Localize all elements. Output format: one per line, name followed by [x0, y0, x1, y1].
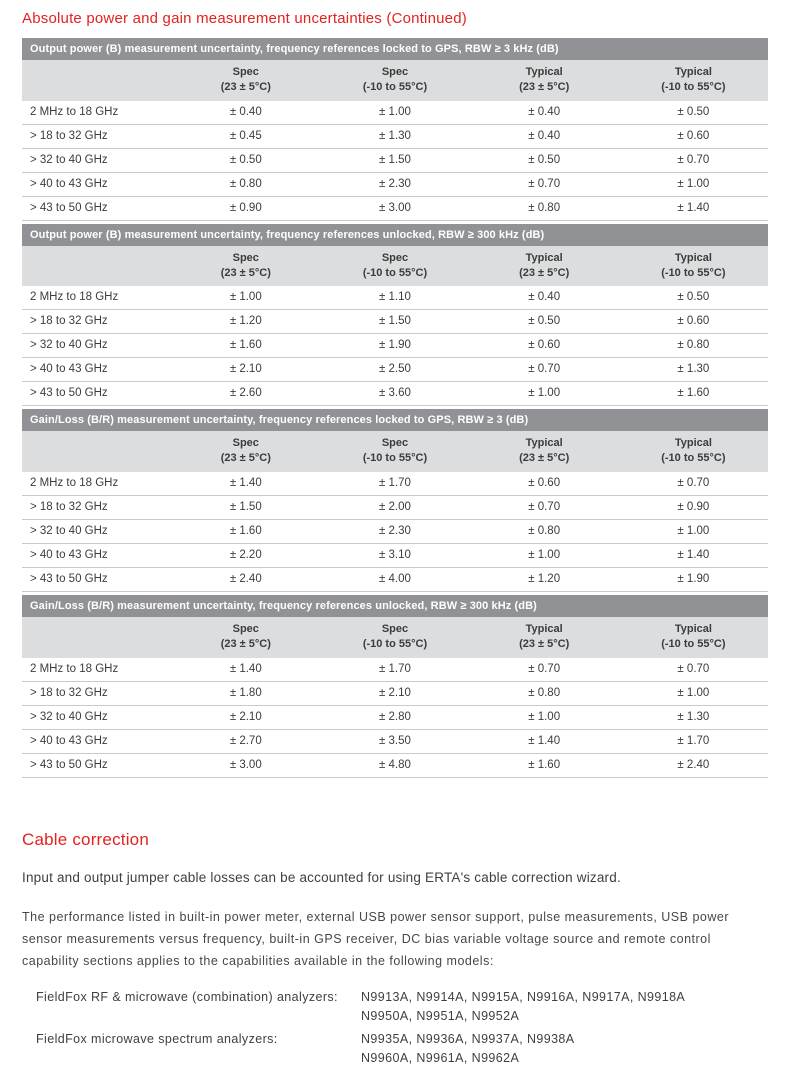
column-header-line2: (23 ± 5°C): [519, 452, 570, 465]
uncertainty-value-cell: ± 2.00: [320, 496, 469, 520]
table-title-bar: Gain/Loss (B/R) measurement uncertainty, frequency references locked to GPS, RBW ≥ 3 (dB): [22, 409, 768, 431]
uncertainty-value-cell: ± 2.60: [171, 382, 320, 406]
uncertainty-table: [22, 617, 768, 778]
table-row: [22, 496, 768, 520]
column-header-line1: Typical: [525, 437, 563, 450]
uncertainty-value-cell: ± 2.80: [320, 705, 469, 729]
column-header-line1: Typical: [525, 66, 563, 78]
frequency-range-cell: > 18 to 32 GHz: [22, 496, 171, 520]
uncertainty-value-cell: ± 0.90: [619, 496, 768, 520]
column-header-row: [22, 431, 768, 472]
page-title: Absolute power and gain measurement uncertainties (Continued): [22, 10, 467, 27]
table-title-bar: Output power (B) measurement uncertainty, frequency references locked to GPS, RBW ≥ 3 kHz (dB): [22, 38, 768, 60]
frequency-range-cell: 2 MHz to 18 GHz: [22, 286, 171, 310]
column-header-line1: Spec: [232, 623, 259, 636]
table-row: [22, 729, 768, 753]
uncertainty-table: [22, 60, 768, 221]
column-header-row: [22, 617, 768, 658]
column-header-line2: (-10 to 55°C): [362, 452, 428, 465]
uncertainty-value-cell: ± 2.30: [320, 520, 469, 544]
table-title-bar: Output power (B) measurement uncertainty, frequency references unlocked, RBW ≥ 300 kHz (dB): [22, 224, 768, 246]
uncertainty-value-cell: ± 3.10: [320, 544, 469, 568]
table-body: [22, 286, 768, 406]
uncertainty-value-cell: ± 0.70: [470, 658, 619, 682]
uncertainty-value-cell: ± 4.00: [320, 568, 469, 592]
uncertainty-value-cell: ± 1.50: [320, 148, 469, 172]
corner-cell: [22, 431, 171, 472]
uncertainty-value-cell: ± 1.20: [171, 310, 320, 334]
uncertainty-value-cell: ± 1.60: [470, 753, 619, 777]
column-header: [320, 617, 469, 658]
table-row: [22, 310, 768, 334]
column-header: [470, 617, 619, 658]
column-header: [619, 431, 768, 472]
uncertainty-value-cell: ± 3.60: [320, 382, 469, 406]
uncertainty-value-cell: ± 0.90: [171, 196, 320, 220]
frequency-range-cell: > 43 to 50 GHz: [22, 568, 171, 592]
uncertainty-value-cell: ± 1.00: [470, 382, 619, 406]
cable-correction-intro: Input and output jumper cable losses can be accounted for using ERTA's cable correction wizard.: [22, 869, 621, 885]
column-header: [171, 246, 320, 287]
uncertainty-value-cell: ± 0.80: [171, 172, 320, 196]
table-row: [22, 753, 768, 777]
column-header: [619, 60, 768, 101]
column-header-line1: Typical: [674, 251, 712, 264]
table-row: [22, 705, 768, 729]
uncertainty-value-cell: ± 1.40: [619, 544, 768, 568]
column-header-line2: (23 ± 5°C): [220, 637, 271, 650]
corner-cell: [22, 617, 171, 658]
cable-correction-section: [22, 830, 768, 1067]
uncertainty-value-cell: ± 1.00: [470, 705, 619, 729]
uncertainty-value-cell: ± 1.70: [320, 658, 469, 682]
uncertainty-value-cell: ± 0.50: [619, 286, 768, 310]
uncertainty-value-cell: ± 2.40: [171, 568, 320, 592]
table-head: [22, 617, 768, 658]
uncertainty-value-cell: ± 2.10: [320, 681, 469, 705]
uncertainty-value-cell: ± 1.00: [470, 544, 619, 568]
column-header: [470, 246, 619, 287]
corner-cell: [22, 60, 171, 101]
uncertainty-value-cell: ± 3.00: [171, 753, 320, 777]
uncertainty-value-cell: ± 2.10: [171, 358, 320, 382]
table-body: [22, 101, 768, 221]
uncertainty-value-cell: ± 0.50: [470, 148, 619, 172]
frequency-range-cell: 2 MHz to 18 GHz: [22, 472, 171, 496]
column-header-line2: (-10 to 55°C): [362, 266, 428, 279]
column-header-line1: Typical: [674, 623, 712, 636]
uncertainty-value-cell: ± 1.90: [619, 568, 768, 592]
column-header-line2: (-10 to 55°C): [362, 80, 428, 93]
column-header-line1: Typical: [525, 251, 563, 264]
measurement-table-block: [22, 38, 768, 221]
frequency-range-cell: > 43 to 50 GHz: [22, 753, 171, 777]
frequency-range-cell: 2 MHz to 18 GHz: [22, 101, 171, 125]
column-header-row: [22, 60, 768, 101]
uncertainty-value-cell: ± 1.60: [171, 334, 320, 358]
column-header-line1: Typical: [525, 623, 563, 636]
uncertainty-value-cell: ± 1.00: [619, 172, 768, 196]
uncertainty-value-cell: ± 1.30: [619, 358, 768, 382]
measurement-table-block: [22, 409, 768, 592]
table-head: [22, 431, 768, 472]
uncertainty-table: [22, 431, 768, 592]
table-body: [22, 472, 768, 592]
uncertainty-value-cell: ± 1.60: [619, 382, 768, 406]
uncertainty-value-cell: ± 0.80: [619, 334, 768, 358]
uncertainty-value-cell: ± 1.40: [470, 729, 619, 753]
column-header-line2: (-10 to 55°C): [661, 637, 726, 650]
uncertainty-tables: [22, 38, 768, 778]
uncertainty-value-cell: ± 2.70: [171, 729, 320, 753]
model-number-line: N9913A, N9914A, N9915A, N9916A, N9917A, N9918A: [361, 990, 686, 1005]
uncertainty-value-cell: ± 0.50: [171, 148, 320, 172]
column-header: [470, 60, 619, 101]
uncertainty-value-cell: ± 1.30: [320, 124, 469, 148]
uncertainty-value-cell: ± 0.45: [171, 124, 320, 148]
frequency-range-cell: > 18 to 32 GHz: [22, 681, 171, 705]
model-number-line: N9935A, N9936A, N9937A, N9938A: [361, 1031, 575, 1046]
table-row: [22, 196, 768, 220]
model-family-label: FieldFox microwave spectrum analyzers:: [36, 1031, 278, 1046]
model-number-line: N9950A, N9951A, N9952A: [361, 1009, 520, 1024]
column-header-line1: Typical: [674, 66, 712, 78]
column-header-line2: (23 ± 5°C): [220, 266, 271, 279]
uncertainty-value-cell: ± 1.50: [171, 496, 320, 520]
column-header: [320, 60, 469, 101]
uncertainty-value-cell: ± 0.80: [470, 196, 619, 220]
uncertainty-value-cell: ± 1.00: [619, 681, 768, 705]
uncertainty-value-cell: ± 0.60: [619, 310, 768, 334]
column-header: [171, 431, 320, 472]
column-header-line2: (23 ± 5°C): [519, 80, 570, 93]
uncertainty-value-cell: ± 0.70: [619, 148, 768, 172]
uncertainty-table: [22, 246, 768, 407]
uncertainty-value-cell: ± 1.00: [171, 286, 320, 310]
uncertainty-value-cell: ± 1.40: [619, 196, 768, 220]
frequency-range-cell: > 18 to 32 GHz: [22, 310, 171, 334]
column-header-line2: (23 ± 5°C): [220, 452, 271, 465]
column-header: [171, 60, 320, 101]
table-row: [22, 681, 768, 705]
column-header-line1: Spec: [381, 251, 409, 264]
table-head: [22, 246, 768, 287]
column-header-line1: Spec: [232, 251, 259, 264]
table-row: [22, 101, 768, 125]
table-row: [22, 358, 768, 382]
uncertainty-value-cell: ± 2.10: [171, 705, 320, 729]
model-family-label: FieldFox RF & microwave (combination) analyzers:: [36, 990, 338, 1005]
uncertainty-value-cell: ± 0.40: [171, 101, 320, 125]
table-row: [22, 568, 768, 592]
uncertainty-value-cell: ± 2.30: [320, 172, 469, 196]
uncertainty-value-cell: ± 3.00: [320, 196, 469, 220]
column-header-line2: (-10 to 55°C): [362, 637, 428, 650]
column-header-line1: Typical: [674, 437, 712, 450]
table-row: [22, 286, 768, 310]
uncertainty-value-cell: ± 0.50: [470, 310, 619, 334]
frequency-range-cell: > 32 to 40 GHz: [22, 148, 171, 172]
frequency-range-cell: > 40 to 43 GHz: [22, 358, 171, 382]
uncertainty-value-cell: ± 1.90: [320, 334, 469, 358]
measurement-table-block: [22, 224, 768, 407]
model-list: [36, 988, 768, 1067]
column-header: [320, 431, 469, 472]
frequency-range-cell: > 32 to 40 GHz: [22, 705, 171, 729]
uncertainty-value-cell: ± 1.80: [171, 681, 320, 705]
column-header-line1: Spec: [232, 437, 259, 450]
model-numbers: [361, 988, 768, 1026]
uncertainty-value-cell: ± 1.00: [619, 520, 768, 544]
uncertainty-value-cell: ± 1.40: [171, 472, 320, 496]
uncertainty-value-cell: ± 1.70: [320, 472, 469, 496]
uncertainty-value-cell: ± 0.40: [470, 101, 619, 125]
table-body: [22, 658, 768, 778]
model-numbers: [361, 1030, 768, 1067]
uncertainty-value-cell: ± 0.70: [470, 358, 619, 382]
uncertainty-value-cell: ± 2.20: [171, 544, 320, 568]
column-header: [619, 617, 768, 658]
uncertainty-value-cell: ± 1.10: [320, 286, 469, 310]
uncertainty-value-cell: ± 4.80: [320, 753, 469, 777]
column-header: [171, 617, 320, 658]
uncertainty-value-cell: ± 0.80: [470, 681, 619, 705]
frequency-range-cell: > 40 to 43 GHz: [22, 172, 171, 196]
uncertainty-value-cell: ± 0.70: [470, 172, 619, 196]
frequency-range-cell: > 40 to 43 GHz: [22, 729, 171, 753]
table-row: [22, 148, 768, 172]
uncertainty-value-cell: ± 1.30: [619, 705, 768, 729]
column-header: [619, 246, 768, 287]
uncertainty-value-cell: ± 0.70: [619, 472, 768, 496]
uncertainty-value-cell: ± 0.50: [619, 101, 768, 125]
column-header: [320, 246, 469, 287]
uncertainty-value-cell: ± 1.00: [320, 101, 469, 125]
uncertainty-value-cell: ± 0.80: [470, 520, 619, 544]
model-row: [36, 1030, 768, 1067]
uncertainty-value-cell: ± 3.50: [320, 729, 469, 753]
table-row: [22, 124, 768, 148]
column-header-line2: (23 ± 5°C): [519, 266, 570, 279]
table-title-bar: Gain/Loss (B/R) measurement uncertainty, frequency references unlocked, RBW ≥ 300 kHz (dB): [22, 595, 768, 617]
table-row: [22, 172, 768, 196]
column-header-line1: Spec: [381, 623, 409, 636]
column-header-line2: (23 ± 5°C): [519, 637, 570, 650]
frequency-range-cell: > 43 to 50 GHz: [22, 196, 171, 220]
uncertainty-value-cell: ± 0.60: [619, 124, 768, 148]
frequency-range-cell: > 18 to 32 GHz: [22, 124, 171, 148]
uncertainty-value-cell: ± 1.60: [171, 520, 320, 544]
table-row: [22, 472, 768, 496]
table-head: [22, 60, 768, 101]
frequency-range-cell: > 40 to 43 GHz: [22, 544, 171, 568]
frequency-range-cell: > 32 to 40 GHz: [22, 334, 171, 358]
cable-correction-heading: Cable correction: [22, 829, 149, 849]
column-header-line2: (-10 to 55°C): [661, 80, 726, 93]
table-row: [22, 382, 768, 406]
table-row: [22, 334, 768, 358]
table-row: [22, 520, 768, 544]
frequency-range-cell: > 32 to 40 GHz: [22, 520, 171, 544]
uncertainty-value-cell: ± 1.70: [619, 729, 768, 753]
column-header-line1: Spec: [381, 66, 409, 78]
uncertainty-value-cell: ± 2.40: [619, 753, 768, 777]
column-header-row: [22, 246, 768, 287]
frequency-range-cell: > 43 to 50 GHz: [22, 382, 171, 406]
uncertainty-value-cell: ± 0.60: [470, 472, 619, 496]
column-header-line2: (-10 to 55°C): [661, 266, 726, 279]
column-header-line1: Spec: [381, 437, 409, 450]
uncertainty-value-cell: ± 0.60: [470, 334, 619, 358]
model-number-line: N9960A, N9961A, N9962A: [361, 1050, 520, 1065]
measurement-table-block: [22, 595, 768, 778]
column-header: [470, 431, 619, 472]
uncertainty-value-cell: ± 1.40: [171, 658, 320, 682]
column-header-line2: (23 ± 5°C): [220, 80, 271, 93]
uncertainty-value-cell: ± 0.70: [619, 658, 768, 682]
model-row: [36, 988, 768, 1026]
uncertainty-value-cell: ± 1.20: [470, 568, 619, 592]
uncertainty-value-cell: ± 0.70: [470, 496, 619, 520]
column-header-line1: Spec: [232, 66, 259, 78]
uncertainty-value-cell: ± 2.50: [320, 358, 469, 382]
table-row: [22, 658, 768, 682]
uncertainty-value-cell: ± 0.40: [470, 286, 619, 310]
corner-cell: [22, 246, 171, 287]
uncertainty-value-cell: ± 1.50: [320, 310, 469, 334]
column-header-line2: (-10 to 55°C): [661, 452, 726, 465]
frequency-range-cell: 2 MHz to 18 GHz: [22, 658, 171, 682]
uncertainty-value-cell: ± 0.40: [470, 124, 619, 148]
table-row: [22, 544, 768, 568]
performance-applicability-note: The performance listed in built-in power meter, external USB power sensor support, pulse measurements, USB power sensor measurements versus frequency, built-in GPS receiver, DC bias variable voltage source and remote control capability sections applies to the capabilities available in the following models:: [22, 909, 729, 968]
